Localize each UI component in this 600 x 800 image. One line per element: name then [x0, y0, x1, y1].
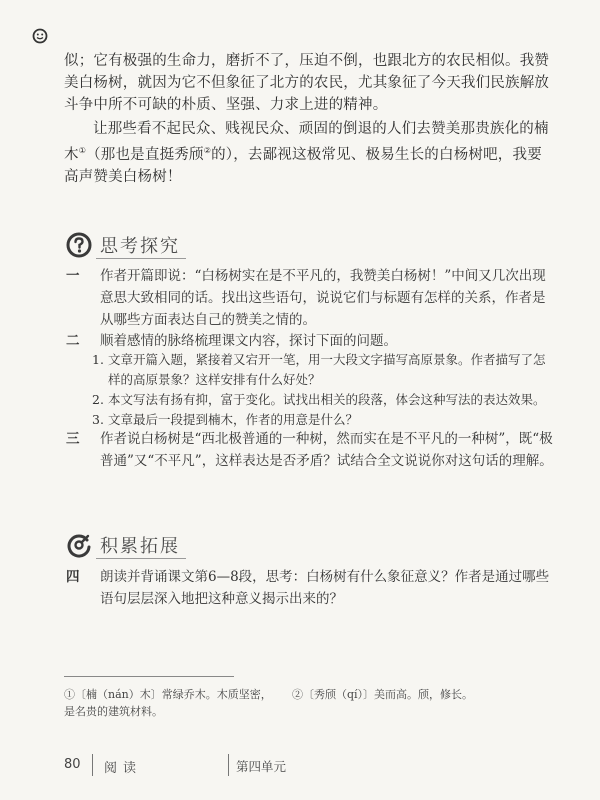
section-extend: [66, 532, 180, 558]
question-2: [66, 330, 556, 352]
question-3: [66, 428, 556, 472]
question-1: [66, 265, 556, 331]
book-title: 阅读: [104, 761, 143, 776]
question-icon: [66, 232, 92, 258]
subquestion-2-number: 2.: [92, 392, 104, 407]
paragraph-2-part-c: 的），去鄙视这极常见、极易生长的白杨树吧，我要高声赞美白杨树！: [64, 146, 542, 185]
paragraph-1: 似；它有极强的生命力，磨折不了，压迫不倒，也跟北方的农民相似。我赞美白杨树，就因为它不但象征了北方的农民，尤其象征了今天我们民族解放斗争中所不可缺的朴质、坚强、力求上进的精神。: [64, 53, 550, 113]
section-think-title: 思考探究: [100, 236, 180, 257]
section-extend-title: 积累拓展: [100, 536, 180, 557]
footer-divider-2: [228, 754, 229, 776]
footnote-ref-1[interactable]: ①: [78, 146, 87, 155]
question-4: [66, 566, 556, 610]
subquestion-1-number: 1.: [92, 352, 104, 367]
footnote-ref-2[interactable]: ②: [203, 146, 212, 155]
subquestion-2-text: 本文写法有扬有抑，富于变化。试找出相关的段落，体会这种写法的表达效果。: [108, 392, 546, 407]
question-3-number: 三: [66, 431, 80, 447]
question-2-number: 二: [66, 333, 80, 349]
section-think-underline: [96, 258, 186, 259]
extend-icon: [66, 532, 92, 558]
question-4-text: 朗读并背诵课文第6—8段，思考：白杨树有什么象征意义？作者是通过哪些语句层层深入地把这种意义揭示出来的？: [100, 569, 550, 607]
question-1-number: 一: [66, 268, 80, 284]
subquestion-3-text: 文章最后一段提到楠木，作者的用意是什么？: [108, 412, 359, 427]
question-1-text: 作者开篇即说：“白杨树实在是不平凡的，我赞美白杨树！”中间又几次出现意思大致相同的话。找出这些语句，说说它们与标题有怎样的关系，作者是从哪些方面表达自己的赞美之情的。: [100, 268, 546, 328]
subquestion-1: [92, 350, 552, 390]
subquestion-3-number: 3.: [92, 412, 104, 427]
paragraph-2-part-b: （那也是直挺秀颀: [86, 146, 204, 163]
footer-divider-1: [92, 754, 93, 776]
paragraph-2-part-a: 让那些看不起民众、贱视民众、顽固的倒退的人们去赞美那贵族化的楠木: [64, 121, 549, 163]
subquestion-1-text: 文章开篇入题，紧接着又宕开一笔，用一大段文字描写高原景象。作者描写了怎样的高原景象？这样安排有什么好处？: [108, 352, 546, 387]
section-extend-underline: [96, 558, 186, 559]
page-number: 80: [64, 757, 81, 772]
smiley-icon: [32, 28, 48, 44]
question-3-text: 作者说白杨树是“西北极普通的一种树，然而实在是不平凡的一种树”，既“极普通”又“不平凡”，这样表达是否矛盾？试结合全文说说你对这句话的理解。: [100, 431, 553, 469]
footnote-1: ①〔楠（nán）木〕常绿乔木。木质坚密，是名贵的建筑材料。: [64, 688, 272, 718]
paragraph-2: [64, 118, 554, 188]
subquestion-2: [92, 390, 552, 410]
question-4-number: 四: [66, 569, 80, 585]
footnote-divider: [64, 676, 234, 677]
unit-title: 第四单元: [236, 759, 287, 774]
question-2-text: 顺着感情的脉络梳理课文内容，探讨下面的问题。: [100, 333, 397, 349]
footnote-2: ②〔秀颀（qí）〕美而高。颀，修长。: [292, 688, 474, 701]
section-think: [66, 232, 180, 258]
subquestion-3: [92, 410, 552, 430]
